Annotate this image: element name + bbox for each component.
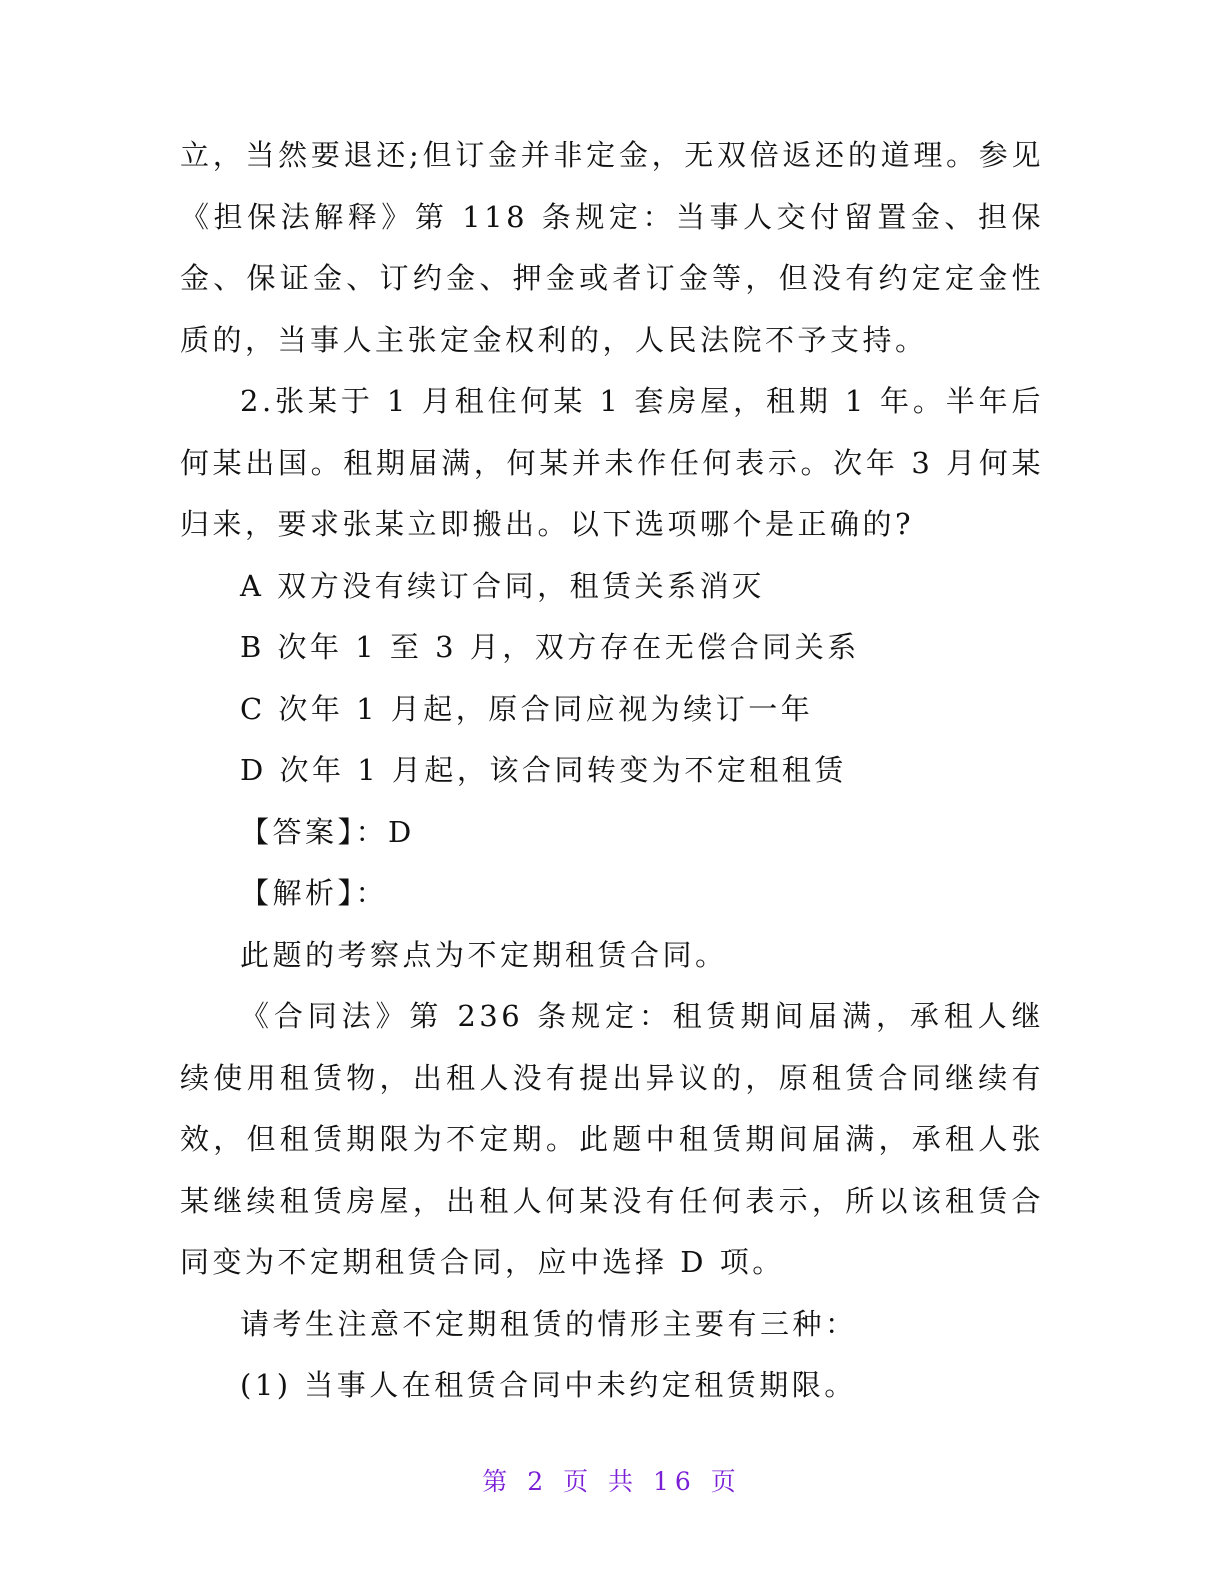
option-d: D 次年 1 月起，该合同转变为不定租租赁 — [240, 753, 847, 787]
page-number-footer: 第 2 页 共 16 页 — [482, 1467, 742, 1496]
paragraph-note: 请考生注意不定期租赁的情形主要有三种： — [240, 1306, 858, 1341]
analysis-heading: 【解析】： — [240, 876, 389, 910]
answer-line: 【答案】：D — [240, 814, 415, 849]
paragraph-contract-law: 《合同法》第 236 条规定：租赁期间届满，承租人继续使用租赁物，出租人没有提出异议的，原租赁合同继续有效，但租赁期限为不定期。此题中租赁期间届满，承租人张某继续租赁房屋，出租人何某没有任何表示，所以该租赁合同变为不定期租赁合同，应中选择 D 项。 — [180, 999, 1044, 1279]
list-item-1: (1) 当事人在租赁合同中未约定租赁期限。 — [240, 1368, 857, 1402]
option-a: A 双方没有续订合同，租赁关系消灭 — [240, 568, 765, 603]
paragraph-deposit-explanation: 立，当然要退还;但订金并非定金，无双倍返还的道理。参见《担保法解释》第 118 条规定：当事人交付留置金、担保金、保证金、订约金、押金或者订金等，但没有约定定金性质的，当事人主张定金权利的，人民法院不予支持。 — [180, 138, 1044, 357]
document-body — [180, 125, 1044, 1417]
option-c: C 次年 1 月起，原合同应视为续订一年 — [240, 691, 814, 726]
paragraph-focus: 此题的考察点为不定期租赁合同。 — [240, 937, 728, 972]
option-b: B 次年 1 至 3 月，双方存在无偿合同关系 — [240, 630, 860, 664]
paragraph-question-2: 2.张某于 1 月租住何某 1 套房屋，租期 1 年。半年后何某出国。租期届满，何某并未作任何表示。次年 3 月何某归来，要求张某立即搬出。以下选项哪个是正确的? — [180, 384, 1044, 541]
